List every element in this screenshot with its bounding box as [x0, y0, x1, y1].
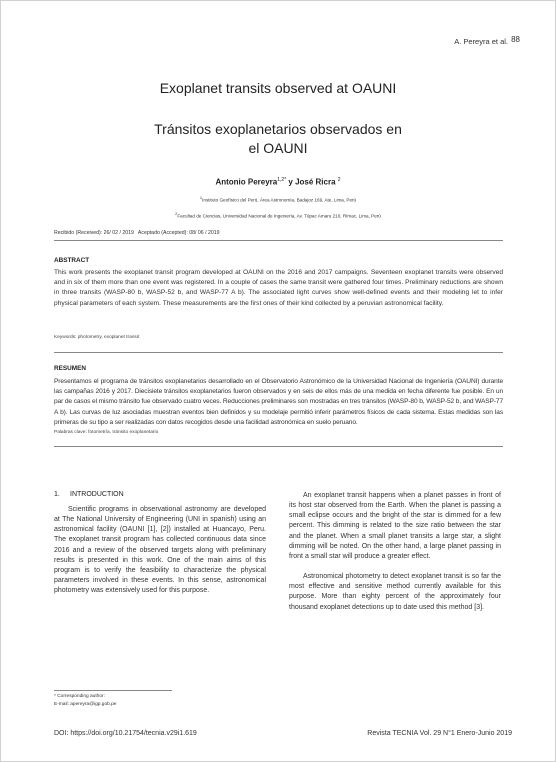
intro-paragraph-3: Astronomical photometry to detect exoplanet transit is so far the most effective and sensitive method currently available for this purpose. More than eighty percent of the approximately four thousand exoplanet detections up to date used this method [3].	[289, 573, 501, 611]
divider-resumen	[54, 446, 503, 447]
affiliation-2	[0, 211, 556, 219]
footer-doi: DOI: https://doi.org/10.21754/tecnia.v29i1.619	[54, 730, 197, 737]
author-1: Antonio Pereyra	[215, 177, 278, 187]
author-1-marks: 1,2*	[277, 177, 287, 183]
footnote-divider	[54, 690, 172, 691]
resumen-heading: RESUMEN	[54, 365, 86, 372]
affiliation-1-mark: 1	[199, 195, 203, 200]
title-spanish	[0, 120, 556, 158]
resumen-text: Presentamos el programa de tránsitos exoplanetarios desarrollado en el Observatorio Astronómico de la Universidad Nacional de Ingeniería (OAUNI) durante las campañas 2016 y 2017. Diecisiete tránsitos exoplanetarios fueron observados y en seis de ellos más de una medida en fecha diferente fue posible. En un par de casos el mismo tránsito fue observado cuatro veces. Reducciones preliminares son mostradas en tres tránsitos (WASP-80 b, WASP-52 b, and WASP-77 A b). Las curvas de luz asociadas muestran eventos bien definidos y su modelaje permitió inferir parámetros físicos de cada sistema. Estas medidas son las primeras de su tipo a ser realizadas con datos recogidos desde una facilidad astronómica en suelo peruano.	[54, 378, 503, 426]
intro-section-number: 1.	[54, 491, 60, 498]
received-accepted-dates: Recibido (Received): 26/ 02 / 2019 Aceptado (Accepted): 08/ 06 / 2019	[54, 230, 220, 236]
page-number: 88	[511, 35, 520, 44]
affiliation-2-mark: 2	[175, 211, 178, 216]
intro-paragraph-1: Scientific programs in observational astronomy are developed at The National University of Engineering (UNI in spanish) using an astronomical facility (OAUNI [1], [2]) installed at Huancayo, Peru. The exoplanet transit program has collected continuous data since 2016 and a review of the observed targets along with preliminary results is presented in this work. One of the main aims of this program is to verify the feasibility to characterize the physical parameters involved in these events. In this sense, astronomical photometry was extensively used for this purpose.	[54, 506, 266, 595]
title-english: Exoplanet transits observed at OAUNI	[159, 80, 397, 96]
divider-top	[54, 240, 503, 241]
resumen-keywords: Palabras clave: fotometría, tránsito exoplanetario	[54, 430, 159, 435]
author-connector: y	[286, 177, 296, 187]
title-spanish-line2: el OAUNI	[248, 140, 308, 156]
affiliation-2-text: Facultad de Ciencias, Universidad Nacional de Ingeniería, Av. Túpac Amaru 210, Rímac, Lima, Perú	[177, 213, 381, 219]
affiliation-1-text: Instituto Geofísico del Perú, Área Astronomía, Badajoz 169, Ate, Lima, Perú	[202, 197, 357, 203]
footer-journal: Revista TECNIA Vol. 29 N°1 Enero-Junio 2019	[367, 730, 512, 737]
intro-paragraph-2: An exoplanet transit happens when a planet passes in front of its host star observed from the Earth. When the planet is passing a small eclipse occurs and the bright of the star is dimmed for a few percent. This dimming is related to the size ratio between the star and the planet. When a small planet transits a large star, a slight dimming will be noted. On the other hand, a large planet passing in front a small star will produce a greater effect.	[289, 492, 501, 560]
running-author: A. Pereyra et al.	[454, 37, 508, 46]
intro-heading-text: INTRODUCTION	[70, 491, 124, 498]
intro-right-column	[289, 491, 501, 613]
author-2: José Ricra	[295, 177, 336, 187]
abstract-text: This work presents the exoplanet transit program developed at OAUNI on the 2016 and 2017 campaigns. Seventeen exoplanet transits were observed and in six of them more than one event was registered. In a couple of cases the same transit were gathered four times. Preliminary reductions are shown in three transits (WASP-80 b, WASP-52 b, and WASP-77 A b). The associated light curves show well-defined events and their modeling let to infer physical parameters of each system. These measurements are the first ones of their kind collected by a peruvian astronomical facility.	[54, 269, 503, 307]
intro-left-column	[54, 505, 266, 596]
abstract-heading: ABSTRACT	[54, 257, 90, 264]
title-spanish-line1: Tránsitos exoplanetarios observados en	[154, 121, 402, 137]
footnote-email: E-mail: apereyra@igp.gob.pe	[54, 702, 117, 707]
intro-heading	[54, 491, 124, 498]
abstract-keywords: Keywords: photometry, exoplanet transit	[54, 335, 140, 340]
footnote-corresponding: * Corresponding author:	[54, 694, 105, 699]
author-line	[0, 177, 556, 187]
affiliation-1	[0, 195, 556, 203]
author-2-marks: 2	[337, 177, 341, 183]
divider-abstract	[54, 352, 503, 353]
